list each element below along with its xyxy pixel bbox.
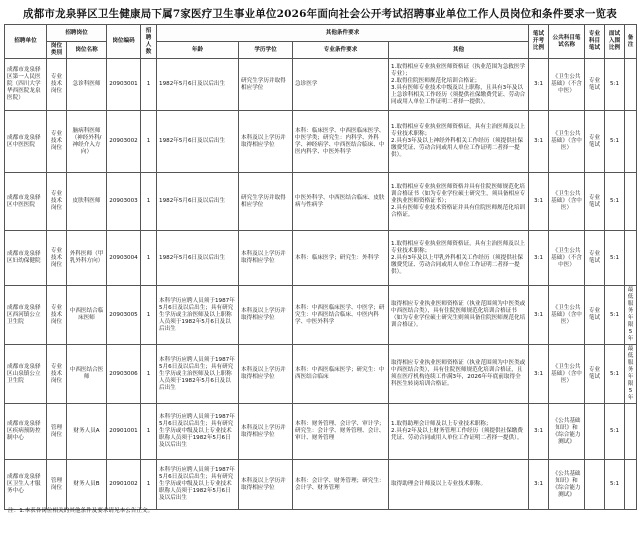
- page-title: 成都市龙泉驿区卫生健康局下属7家医疗卫生事业单位2026年面向社会公开考试招聘事业单位工作人员岗位和条件要求一览表: [23, 8, 617, 20]
- header-age: 年龄: [157, 42, 239, 59]
- table-row: [5, 111, 637, 173]
- post-type-cell: 专业技术岗位: [47, 173, 67, 231]
- other-cell: [389, 231, 529, 286]
- count-cell: 1: [141, 404, 157, 460]
- header-post-type: 岗位类别: [47, 42, 67, 59]
- table-row: [5, 231, 637, 286]
- other-cell: [389, 59, 529, 111]
- unit-cell: 成都市龙泉驿区卫生人才服务中心: [5, 460, 47, 510]
- other-cell: [389, 345, 529, 404]
- age-cell: 本科学历应聘人员须于1987年5月6日及以后出生；具有研究生学历或主治医师及以上职称人员须于1982年5月6日及以后出生: [157, 286, 239, 345]
- education-cell: 本科及以上学历并取得相应学位: [239, 111, 293, 173]
- special-subject-cell: 专业笔试: [585, 173, 605, 231]
- table-row: [5, 173, 637, 231]
- remark-cell: 最低服务年限5年: [625, 286, 637, 345]
- remark-cell: [625, 404, 637, 460]
- post-code-cell: 20903005: [107, 286, 141, 345]
- interview-ratio-cell: 5:1: [605, 173, 625, 231]
- special-subject-cell: 专业笔试: [585, 111, 605, 173]
- post-code-cell: 20901001: [107, 404, 141, 460]
- other-requirement-line: 2.具有3年及以上神经外科相关工作经历（须提供社保缴费凭证、劳动合同或用人单位工作证明二者择一提供）。: [391, 138, 523, 158]
- other-cell: [389, 111, 529, 173]
- major-cell: 急诊医学: [293, 59, 389, 111]
- special-subject-cell: 专业笔试: [585, 59, 605, 111]
- education-cell: 研究生学历并取得相应学位: [239, 173, 293, 231]
- post-type-cell: 专业技术岗位: [47, 111, 67, 173]
- other-requirement-line: 1.取得相应专业执业医师资格证，具有主治医师及以上专业技术职称；: [391, 124, 526, 137]
- unit-cell: 成都市龙泉驿区中医医院: [5, 173, 47, 231]
- education-cell: 本科及以上学历并取得相应学位: [239, 345, 293, 404]
- post-name-cell: 财务人员B: [67, 460, 107, 510]
- exam-subject-cell: 《卫生公共基础》（含中医）: [549, 286, 585, 345]
- age-cell: 1982年5月6日及以后出生: [157, 231, 239, 286]
- table-body: [5, 59, 637, 510]
- other-requirement-line: 取得相应专业执业医师资格证（执业范围须为中医类或中西医结合类），具有住院医师规范化培训合格证书（如为专业学位硕士研究生则须具备住院医师规范化培训合格证）。: [391, 301, 526, 328]
- other-requirement-line: 2.具有3年及以上甲乳外科相关工作经历（须提供社保缴费凭证、劳动合同或用人单位工作证明二者择一提供）。: [391, 254, 523, 275]
- major-cell: 本科：中西医临床医学、中医学；研究生：中西医结合临床、中医内科学、中医外科学: [293, 286, 389, 345]
- post-type-cell: 管理岗位: [47, 460, 67, 510]
- interview-ratio-cell: 5:1: [605, 404, 625, 460]
- footnote: 注：1.本表各岗位相关的其他条件及要求请见本公告正文。: [8, 508, 154, 514]
- count-cell: 1: [141, 286, 157, 345]
- post-name-cell: 皮肤科医师: [67, 173, 107, 231]
- interview-ratio-cell: 5:1: [605, 345, 625, 404]
- exam-subject-cell: 《卫生公共基础》（含中医）: [549, 173, 585, 231]
- exam-subject-cell: 《卫生公共基础》（含中医）: [549, 345, 585, 404]
- header-post-group: 招聘岗位: [47, 25, 107, 42]
- remark-cell: [625, 111, 637, 173]
- other-requirement-line: 1.取得相应专业执业医师资格证（执业范围为急救医学专业）；: [391, 63, 526, 77]
- age-cell: 本科学历应聘人员须于1987年5月6日及以后出生；具有研究生学历或中级及以上专业技术职称人员须于1982年5月6日及以后出生: [157, 404, 239, 460]
- post-code-cell: 20901002: [107, 460, 141, 510]
- post-code-cell: 20903006: [107, 345, 141, 404]
- post-name-cell: 中西医结合医师: [67, 345, 107, 404]
- special-subject-cell: [585, 460, 605, 510]
- other-requirement-line: 3.具有医师专业技术中级及以上职称，且具有3年及以上急诊科相关工作经历（须提供社保缴费凭证、劳动合同或用人单位工作证明二者择一提供）。: [391, 84, 526, 105]
- header-exam-ratio: 笔试开考比例: [529, 25, 549, 59]
- special-subject-cell: 专业笔试: [585, 345, 605, 404]
- unit-cell: 成都市龙泉驿区中医医院: [5, 111, 47, 173]
- header-other: 其他: [389, 42, 529, 59]
- other-requirement-line: 2.具有医师专业技术资格证并具有住院医师规范化培训合格证。: [391, 205, 526, 218]
- exam-ratio-cell: 3:1: [529, 173, 549, 231]
- exam-ratio-cell: 3:1: [529, 460, 549, 510]
- count-cell: 1: [141, 460, 157, 510]
- other-requirement-line: 2.取得住院医师规范化培训合格证；: [391, 77, 481, 84]
- age-cell: 本科学历应聘人员须于1987年5月6日及以后出生；具有研究生学历或主治医师及以上职称人员须于1982年5月6日及以后出生: [157, 345, 239, 404]
- major-cell: 本科：会计学、财务管理；研究生：会计学、财务管理: [293, 460, 389, 510]
- post-name-cell: 脑病科医师（神经外科/神经介入方向）: [67, 111, 107, 173]
- post-name-cell: 中西医结合临床医师: [67, 286, 107, 345]
- special-subject-cell: 专业笔试: [585, 286, 605, 345]
- post-code-cell: 20903002: [107, 111, 141, 173]
- interview-ratio-cell: 5:1: [605, 111, 625, 173]
- count-cell: 1: [141, 173, 157, 231]
- major-cell: 本科：财务管理、会计学、审计学；研究生：会计学、财务管理、会计、审计、财务管理: [293, 404, 389, 460]
- education-cell: 研究生学历并取得相应学位: [239, 59, 293, 111]
- other-requirement-line: 取得相应专业执业医师资格证（执业范围须为中医类或中西医结合类），具有住院医师规范化培训合格证，且须在医疗机构连续工作满3年，2026年年底前取得全科医生转岗培训合格证。: [391, 360, 526, 387]
- post-type-cell: 专业技术岗位: [47, 59, 67, 111]
- exam-subject-cell: 《卫生公共基础》（不含中医）: [549, 231, 585, 286]
- remark-cell: [625, 231, 637, 286]
- count-cell: 1: [141, 111, 157, 173]
- exam-subject-cell: 《公共基础知识》和《综合能力测试》: [549, 404, 585, 460]
- remark-cell: [625, 173, 637, 231]
- post-name-cell: 财务人员A: [67, 404, 107, 460]
- education-cell: 本科及以上学历并取得相应学位: [239, 460, 293, 510]
- post-name-cell: 急诊科医师: [67, 59, 107, 111]
- special-subject-cell: [585, 404, 605, 460]
- count-cell: 1: [141, 345, 157, 404]
- age-cell: 1982年5月6日及以后出生: [157, 111, 239, 173]
- exam-subject-cell: 《公共基础知识》和《综合能力测试》: [549, 460, 585, 510]
- header-conditions: 其他条件要求: [157, 25, 529, 42]
- other-cell: [389, 404, 529, 460]
- count-cell: 1: [141, 59, 157, 111]
- age-cell: 本科学历应聘人员须于1987年5月6日及以后出生；具有研究生学历或中级及以上专业技术职称人员须于1982年5月6日及以后出生: [157, 460, 239, 510]
- header-education: 学历学位: [239, 42, 293, 59]
- education-cell: 本科及以上学历并取得相应学位: [239, 404, 293, 460]
- remark-cell: 最低服务年限5年: [625, 345, 637, 404]
- table-row: [5, 404, 637, 460]
- education-cell: 本科及以上学历并取得相应学位: [239, 231, 293, 286]
- interview-ratio-cell: 5:1: [605, 231, 625, 286]
- exam-subject-cell: 《卫生公共基础》（不含中医）: [549, 59, 585, 111]
- remark-cell: [625, 460, 637, 510]
- exam-subject-cell: 《卫生公共基础》（含中医）: [549, 111, 585, 173]
- other-requirement-line: 1.取得相应专业执业医师资格证，具有主治医师及以上专业技术职称；: [391, 240, 526, 254]
- post-type-cell: 专业技术岗位: [47, 231, 67, 286]
- post-name-cell: 外科医师（甲乳外科方向）: [67, 231, 107, 286]
- education-cell: 本科及以上学历并取得相应学位: [239, 286, 293, 345]
- header-special-subject: 专业科目笔试: [585, 25, 605, 59]
- recruitment-table: [4, 24, 637, 510]
- header-post-name: 岗位名称: [67, 42, 107, 59]
- exam-ratio-cell: 3:1: [529, 404, 549, 460]
- exam-ratio-cell: 3:1: [529, 59, 549, 111]
- post-type-cell: 管理岗位: [47, 404, 67, 460]
- major-cell: 本科：临床医学、中西医临床医学、中医学类；研究生：内科学、外科学、神经病学、中西医结合临床、中医内科学、中医外科学: [293, 111, 389, 173]
- table-row: [5, 345, 637, 404]
- table-row: [5, 460, 637, 510]
- major-cell: 本科：中西医临床医学；研究生：中西医结合临床: [293, 345, 389, 404]
- other-cell: [389, 286, 529, 345]
- age-cell: 1982年5月6日及以后出生: [157, 59, 239, 111]
- header-count: 招聘人数: [141, 25, 157, 59]
- other-requirement-line: 2.具有2年及以上财务管理工作经历（须提供社保缴费凭证、劳动合同或用人单位工作证明二者择一提供）。: [391, 428, 523, 441]
- header-exam-subject: 公共科目笔试名称: [549, 25, 585, 59]
- count-cell: 1: [141, 231, 157, 286]
- interview-ratio-cell: 5:1: [605, 286, 625, 345]
- unit-cell: 成都市龙泉驿区妇幼保健院: [5, 231, 47, 286]
- other-requirement-line: 1.取得相应专业执业医师资格并具有住院医师规范化培训合格证书（如为专业学位硕士研究生，须具备相应专业执业医师资格证书）；: [391, 184, 526, 204]
- post-code-cell: 20903001: [107, 59, 141, 111]
- special-subject-cell: 专业笔试: [585, 231, 605, 286]
- other-requirement-line: 1.取得助理会计师及以上专业技术职称；: [391, 421, 492, 427]
- unit-cell: 成都市龙泉驿区第一人民医院（四川大学华西医院龙泉医院）: [5, 59, 47, 111]
- other-cell: [389, 460, 529, 510]
- other-cell: [389, 173, 529, 231]
- header-major: 专业条件要求: [293, 42, 389, 59]
- post-code-cell: 20903004: [107, 231, 141, 286]
- post-type-cell: 专业技术岗位: [47, 286, 67, 345]
- exam-ratio-cell: 3:1: [529, 111, 549, 173]
- exam-ratio-cell: 3:1: [529, 345, 549, 404]
- interview-ratio-cell: 5:1: [605, 59, 625, 111]
- major-cell: 本科：临床医学；研究生：外科学: [293, 231, 389, 286]
- unit-cell: 成都市龙泉驿区山泉镇公立卫生院: [5, 345, 47, 404]
- exam-ratio-cell: 3:1: [529, 286, 549, 345]
- post-code-cell: 20903003: [107, 173, 141, 231]
- remark-cell: [625, 59, 637, 111]
- other-requirement-line: 取得助理会计师及以上专业技术职称。: [391, 481, 487, 487]
- header-remark: 备注: [625, 25, 637, 59]
- header-post-code: 岗位编码: [107, 25, 141, 59]
- table-row: [5, 59, 637, 111]
- header-interview-ratio: 面试入围比例: [605, 25, 625, 59]
- unit-cell: 成都市龙泉驿区疾病预防控制中心: [5, 404, 47, 460]
- age-cell: 1982年5月6日及以后出生: [157, 173, 239, 231]
- table-row: [5, 286, 637, 345]
- header-unit: 招聘单位: [5, 25, 47, 59]
- interview-ratio-cell: 5:1: [605, 460, 625, 510]
- post-type-cell: 专业技术岗位: [47, 345, 67, 404]
- unit-cell: 成都市龙泉驿区西河镇公立卫生院: [5, 286, 47, 345]
- exam-ratio-cell: 3:1: [529, 231, 549, 286]
- major-cell: 中医外科学、中西医结合临床、皮肤病与性病学: [293, 173, 389, 231]
